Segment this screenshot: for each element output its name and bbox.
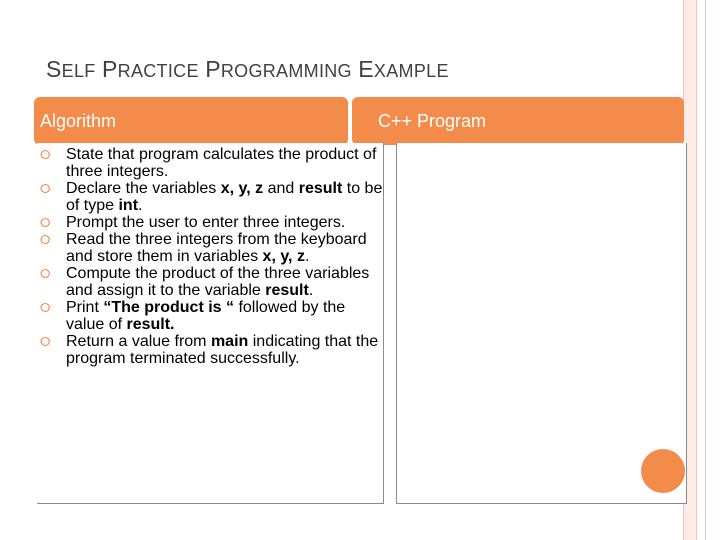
algorithm-header: Algorithm (34, 97, 348, 145)
step-text: followed by the value of (66, 299, 346, 333)
step-keyword: result. (126, 316, 175, 333)
step-text: . (304, 248, 310, 265)
step-text: Read the three integers from the keyboard and store them in variables (66, 231, 367, 265)
step-item (38, 333, 383, 367)
step-text: Prompt the user to enter three integers. (66, 214, 346, 231)
step-text: . (308, 282, 314, 299)
bullet-icon: ⭘ (40, 300, 51, 315)
step-keyword: x, y, z (262, 248, 305, 265)
step-item (38, 214, 383, 231)
bullet-icon: ⭘ (40, 215, 51, 230)
cpp-program-header: C++ Program (352, 97, 684, 145)
step-text: State that program calculates the product of three integers. (66, 146, 377, 180)
bullet-icon: ⭘ (40, 334, 51, 349)
bullet-icon: ⭘ (40, 266, 51, 281)
step-item (38, 231, 383, 265)
step-keyword: main (210, 333, 249, 350)
step-keyword: “The product is “ (103, 299, 235, 316)
bullet-icon: ⭘ (40, 181, 51, 196)
step-text: to be of type (66, 180, 383, 214)
step-text: Declare the variables (66, 180, 221, 197)
step-item (38, 299, 383, 333)
step-keyword: result (298, 180, 343, 197)
step-item (38, 146, 383, 180)
cpp-program-panel (396, 143, 687, 504)
slide-title: SELF PRACTICE PROGRAMMING EXAMPLE (46, 56, 449, 82)
step-item (38, 265, 383, 299)
step-text: and (263, 180, 299, 197)
decorative-frame-line (705, 0, 706, 540)
step-text: Return a value from (66, 333, 211, 350)
algorithm-steps-list (38, 146, 383, 367)
step-text: Compute the product of the three variables and assign it to the variable (66, 265, 370, 299)
bullet-icon: ⭘ (40, 232, 51, 247)
bullet-icon: ⭘ (40, 147, 51, 162)
step-keyword: x, y, z (220, 180, 264, 197)
step-text: . (138, 197, 143, 214)
step-text: Print (66, 299, 104, 316)
step-text: indicating that the program terminated successfully. (66, 333, 379, 367)
step-keyword: int (118, 197, 139, 214)
step-item (38, 180, 383, 214)
decorative-circle (641, 449, 685, 493)
step-keyword: result (265, 282, 309, 299)
